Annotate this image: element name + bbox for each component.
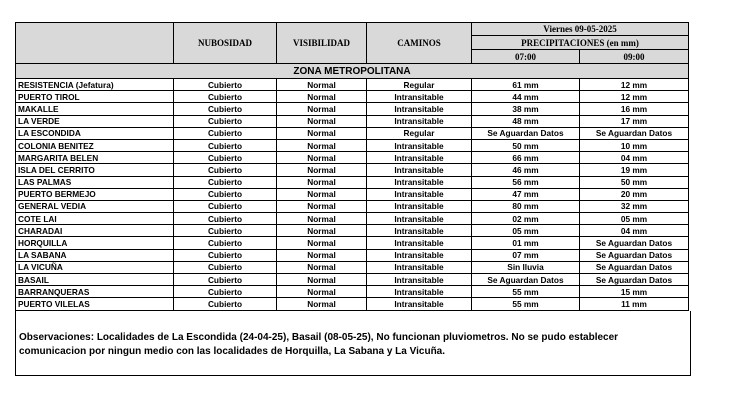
table-row (16, 152, 689, 164)
precip-0900-cell: Se Aguardan Datos (580, 127, 689, 139)
table-row (16, 237, 689, 249)
nubosidad-cell: Cubierto (174, 298, 277, 310)
weather-report (15, 22, 688, 376)
visibilidad-cell: Normal (277, 164, 367, 176)
precip-0900-cell: 15 mm (580, 286, 689, 298)
visibilidad-cell: Normal (277, 139, 367, 151)
station-name: BARRANQUERAS (16, 286, 174, 298)
visibilidad-cell: Normal (277, 237, 367, 249)
station-name: LA ESCONDIDA (16, 127, 174, 139)
precip-0700-cell: 46 mm (472, 164, 580, 176)
station-name: MARGARITA BELEN (16, 152, 174, 164)
table-row (16, 261, 689, 273)
precip-0900-cell: 20 mm (580, 188, 689, 200)
station-name: MAKALLE (16, 103, 174, 115)
table-row (16, 91, 689, 103)
caminos-cell: Intransitable (367, 188, 472, 200)
precip-0700-cell: 66 mm (472, 152, 580, 164)
precip-0700-cell: 01 mm (472, 237, 580, 249)
nubosidad-cell: Cubierto (174, 274, 277, 286)
nubosidad-cell: Cubierto (174, 176, 277, 188)
nubosidad-cell: Cubierto (174, 152, 277, 164)
visibilidad-cell: Normal (277, 91, 367, 103)
nubosidad-cell: Cubierto (174, 261, 277, 273)
precip-0700-cell: 48 mm (472, 115, 580, 127)
nubosidad-cell: Cubierto (174, 213, 277, 225)
table-row (16, 213, 689, 225)
visibilidad-cell: Normal (277, 261, 367, 273)
station-name: GENERAL VEDIA (16, 200, 174, 212)
table-row (16, 176, 689, 188)
precip-0900-cell: 32 mm (580, 200, 689, 212)
precip-0900-cell: 19 mm (580, 164, 689, 176)
table-row (16, 127, 689, 139)
nubosidad-cell: Cubierto (174, 91, 277, 103)
table-row (16, 139, 689, 151)
station-name: LA SABANA (16, 249, 174, 261)
caminos-cell: Intransitable (367, 103, 472, 115)
caminos-cell: Intransitable (367, 115, 472, 127)
visibilidad-cell: Normal (277, 79, 367, 91)
header-precipitaciones: PRECIPITACIONES (en mm) (472, 36, 689, 50)
caminos-cell: Intransitable (367, 152, 472, 164)
header-nubosidad: NUBOSIDAD (174, 23, 277, 64)
zone-title: ZONA METROPOLITANA (16, 64, 689, 79)
visibilidad-cell: Normal (277, 188, 367, 200)
header-blank (16, 23, 174, 64)
table-row (16, 249, 689, 261)
weather-table (15, 22, 689, 311)
visibilidad-cell: Normal (277, 298, 367, 310)
precip-0700-cell: 02 mm (472, 213, 580, 225)
nubosidad-cell: Cubierto (174, 164, 277, 176)
precip-0700-cell: 50 mm (472, 139, 580, 151)
table-row (16, 225, 689, 237)
visibilidad-cell: Normal (277, 249, 367, 261)
header-time-0700: 07:00 (472, 50, 580, 64)
visibilidad-cell: Normal (277, 152, 367, 164)
precip-0900-cell: Se Aguardan Datos (580, 261, 689, 273)
table-row (16, 200, 689, 212)
table-row (16, 188, 689, 200)
nubosidad-cell: Cubierto (174, 115, 277, 127)
nubosidad-cell: Cubierto (174, 200, 277, 212)
table-row (16, 164, 689, 176)
precip-0700-cell: 44 mm (472, 91, 580, 103)
table-row (16, 79, 689, 91)
visibilidad-cell: Normal (277, 200, 367, 212)
nubosidad-cell: Cubierto (174, 286, 277, 298)
precip-0700-cell: 55 mm (472, 298, 580, 310)
station-name: HORQUILLA (16, 237, 174, 249)
precip-0900-cell: 12 mm (580, 91, 689, 103)
caminos-cell: Intransitable (367, 213, 472, 225)
header-date: Viernes 09-05-2025 (472, 23, 689, 36)
caminos-cell: Intransitable (367, 249, 472, 261)
nubosidad-cell: Cubierto (174, 127, 277, 139)
table-row (16, 286, 689, 298)
caminos-cell: Intransitable (367, 176, 472, 188)
precip-0900-cell: 50 mm (580, 176, 689, 188)
caminos-cell: Intransitable (367, 237, 472, 249)
nubosidad-cell: Cubierto (174, 139, 277, 151)
visibilidad-cell: Normal (277, 103, 367, 115)
caminos-cell: Intransitable (367, 200, 472, 212)
precip-0900-cell: Se Aguardan Datos (580, 237, 689, 249)
header-time-0900: 09:00 (580, 50, 689, 64)
precip-0700-cell: 47 mm (472, 188, 580, 200)
nubosidad-cell: Cubierto (174, 249, 277, 261)
precip-0900-cell: 12 mm (580, 79, 689, 91)
caminos-cell: Regular (367, 127, 472, 139)
header-caminos: CAMINOS (367, 23, 472, 64)
precip-0900-cell: 11 mm (580, 298, 689, 310)
precip-0700-cell: Sin lluvia (472, 261, 580, 273)
station-name: CHARADAI (16, 225, 174, 237)
precip-0900-cell: 04 mm (580, 225, 689, 237)
observations-box (15, 311, 691, 376)
nubosidad-cell: Cubierto (174, 225, 277, 237)
precip-0900-cell: 17 mm (580, 115, 689, 127)
station-name: BASAIL (16, 274, 174, 286)
station-name: PUERTO VILELAS (16, 298, 174, 310)
caminos-cell: Intransitable (367, 225, 472, 237)
caminos-cell: Intransitable (367, 298, 472, 310)
caminos-cell: Intransitable (367, 274, 472, 286)
table-row (16, 298, 689, 310)
visibilidad-cell: Normal (277, 225, 367, 237)
station-name: PUERTO TIROL (16, 91, 174, 103)
precip-0700-cell: 61 mm (472, 79, 580, 91)
precip-0700-cell: 55 mm (472, 286, 580, 298)
precip-0700-cell: 56 mm (472, 176, 580, 188)
observations-text: Observaciones: Localidades de La Escondida (24-04-25), Basail (08-05-25), No funcionan pluviometros. No se pudo establecer comunicacion por ningun medio con las localidades de Horquilla, La Sabana y La Vicuña. (19, 331, 619, 357)
caminos-cell: Regular (367, 79, 472, 91)
precip-0900-cell: Se Aguardan Datos (580, 249, 689, 261)
precip-0900-cell: 10 mm (580, 139, 689, 151)
visibilidad-cell: Normal (277, 127, 367, 139)
station-name: RESISTENCIA (Jefatura) (16, 79, 174, 91)
precip-0700-cell: 05 mm (472, 225, 580, 237)
caminos-cell: Intransitable (367, 139, 472, 151)
table-row (16, 115, 689, 127)
precip-0700-cell: Se Aguardan Datos (472, 127, 580, 139)
header-visibilidad: VISIBILIDAD (277, 23, 367, 64)
station-name: LA VERDE (16, 115, 174, 127)
station-name: LAS PALMAS (16, 176, 174, 188)
visibilidad-cell: Normal (277, 176, 367, 188)
nubosidad-cell: Cubierto (174, 237, 277, 249)
nubosidad-cell: Cubierto (174, 79, 277, 91)
precip-0900-cell: 05 mm (580, 213, 689, 225)
visibilidad-cell: Normal (277, 213, 367, 225)
visibilidad-cell: Normal (277, 286, 367, 298)
caminos-cell: Intransitable (367, 91, 472, 103)
table-row (16, 103, 689, 115)
station-name: COTE LAI (16, 213, 174, 225)
precip-0700-cell: 07 mm (472, 249, 580, 261)
precip-0700-cell: 80 mm (472, 200, 580, 212)
precip-0900-cell: 16 mm (580, 103, 689, 115)
station-name: ISLA DEL CERRITO (16, 164, 174, 176)
table-row (16, 274, 689, 286)
station-name: COLONIA BENITEZ (16, 139, 174, 151)
precip-0700-cell: 38 mm (472, 103, 580, 115)
precip-0900-cell: 04 mm (580, 152, 689, 164)
station-name: PUERTO BERMEJO (16, 188, 174, 200)
precip-0900-cell: Se Aguardan Datos (580, 274, 689, 286)
visibilidad-cell: Normal (277, 115, 367, 127)
caminos-cell: Intransitable (367, 286, 472, 298)
precip-0700-cell: Se Aguardan Datos (472, 274, 580, 286)
nubosidad-cell: Cubierto (174, 188, 277, 200)
nubosidad-cell: Cubierto (174, 103, 277, 115)
station-name: LA VICUÑA (16, 261, 174, 273)
caminos-cell: Intransitable (367, 261, 472, 273)
caminos-cell: Intransitable (367, 164, 472, 176)
visibilidad-cell: Normal (277, 274, 367, 286)
